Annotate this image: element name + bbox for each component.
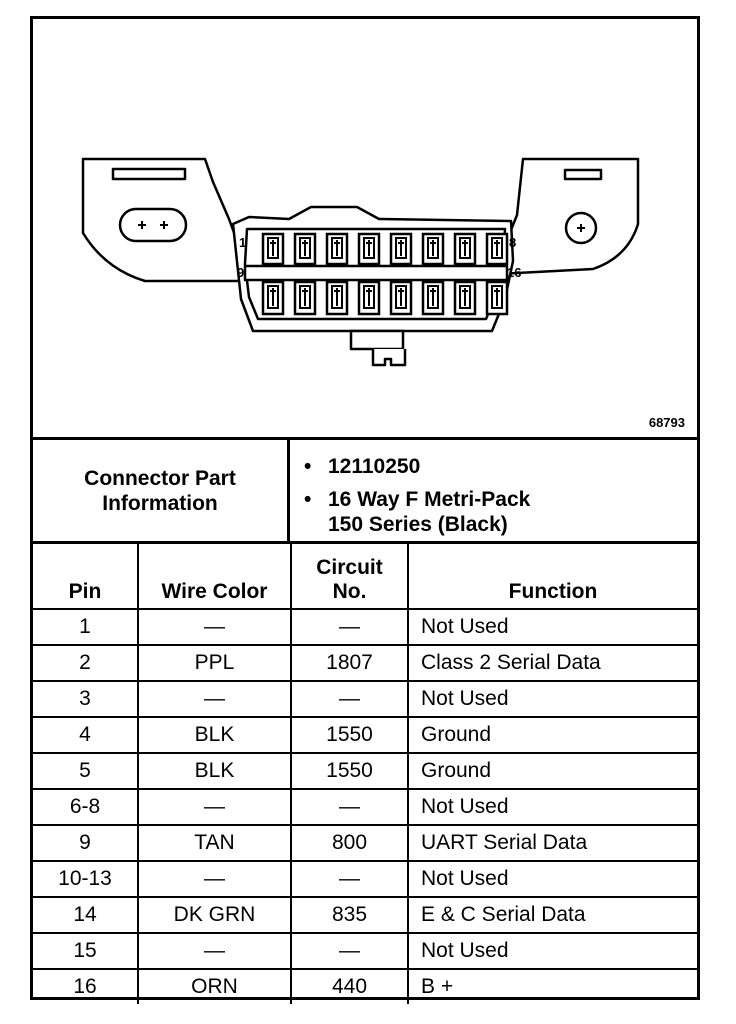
description-line1: 16 Way F Metri-Pack: [328, 488, 531, 511]
connector-part-header: [33, 437, 697, 541]
pin-cavity: [263, 234, 283, 264]
bullet-icon: •: [304, 455, 312, 478]
cell-circuit: 1807: [291, 645, 408, 681]
connector-part-label-line2: Information: [102, 491, 218, 515]
cell-circuit: 835: [291, 897, 408, 933]
pin-cavity: [423, 234, 443, 264]
table-row: [33, 609, 697, 645]
pin-cavity: [359, 234, 379, 264]
cell-pin: 1: [33, 609, 138, 645]
cell-function: Not Used: [408, 861, 697, 897]
description-item: [304, 487, 697, 537]
right-ear-tab: [565, 170, 601, 179]
pin-table-header: [33, 543, 697, 610]
table-row: [33, 933, 697, 969]
pin-label-1: 1: [239, 235, 247, 250]
cell-function: Not Used: [408, 933, 697, 969]
cell-pin: 2: [33, 645, 138, 681]
left-ear-slot: [120, 209, 186, 241]
pin-label-9: 9: [237, 265, 245, 280]
cell-circuit: 800: [291, 825, 408, 861]
cell-wire-color: DK GRN: [138, 897, 291, 933]
cell-circuit: —: [291, 933, 408, 969]
table-row: [33, 753, 697, 789]
cell-pin: 10-13: [33, 861, 138, 897]
pin-cavity: [391, 282, 411, 314]
header-pin: Pin: [33, 543, 138, 610]
connector-diagram: [33, 19, 697, 437]
pin-label-16: 16: [507, 265, 522, 280]
cell-wire-color: —: [138, 789, 291, 825]
cell-function: Class 2 Serial Data: [408, 645, 697, 681]
cell-circuit: 1550: [291, 717, 408, 753]
connector-drawing: [33, 19, 697, 437]
cell-circuit: —: [291, 609, 408, 645]
cell-function: B +: [408, 969, 697, 1004]
pin-cavity: [263, 282, 283, 314]
pin-label-8: 8: [509, 235, 517, 250]
pin-cavity: [327, 234, 347, 264]
cell-circuit: —: [291, 861, 408, 897]
pin-cavity: [455, 234, 475, 264]
pin-cavity: [295, 234, 315, 264]
part-number: 12110250: [328, 455, 421, 478]
pin-cavity: [455, 282, 475, 314]
cell-pin: 15: [33, 933, 138, 969]
latch-lug: [373, 349, 405, 365]
cell-wire-color: BLK: [138, 717, 291, 753]
figure-number: 68793: [648, 415, 685, 430]
pin-divider-bar: [245, 266, 507, 280]
pin-cavity: [391, 234, 411, 264]
cell-wire-color: BLK: [138, 753, 291, 789]
cell-wire-color: TAN: [138, 825, 291, 861]
table-row: [33, 789, 697, 825]
cell-function: Ground: [408, 753, 697, 789]
cell-wire-color: ORN: [138, 969, 291, 1004]
cell-circuit: 440: [291, 969, 408, 1004]
cell-circuit: —: [291, 789, 408, 825]
cell-wire-color: —: [138, 861, 291, 897]
pin-cavity: [359, 282, 379, 314]
cell-function: E & C Serial Data: [408, 897, 697, 933]
cell-pin: 3: [33, 681, 138, 717]
cell-pin: 4: [33, 717, 138, 753]
connector-latch: [351, 331, 403, 349]
cell-circuit: 1550: [291, 753, 408, 789]
header-circuit-line1: Circuit: [316, 556, 383, 579]
cell-pin: 14: [33, 897, 138, 933]
pin-cavity: [327, 282, 347, 314]
cell-function: Not Used: [408, 789, 697, 825]
connector-part-label-line1: Connector Part: [84, 466, 236, 490]
pin-cavity: [487, 282, 507, 314]
cell-function: UART Serial Data: [408, 825, 697, 861]
table-row: [33, 681, 697, 717]
cell-wire-color: —: [138, 609, 291, 645]
bullet-icon: •: [304, 488, 312, 511]
cell-function: Ground: [408, 717, 697, 753]
cell-wire-color: —: [138, 933, 291, 969]
part-number-item: [304, 454, 697, 479]
table-row: [33, 825, 697, 861]
cell-function: Not Used: [408, 609, 697, 645]
connector-part-details: [290, 440, 697, 541]
description-line2: 150 Series (Black): [328, 513, 508, 536]
pin-cavity: [487, 234, 507, 264]
connector-sheet: [30, 16, 700, 1000]
pin-cavity: [423, 282, 443, 314]
header-wire-color: Wire Color: [138, 543, 291, 610]
connector-part-label: [33, 440, 290, 541]
header-circuit-line2: No.: [332, 580, 367, 603]
cell-wire-color: PPL: [138, 645, 291, 681]
cell-circuit: —: [291, 681, 408, 717]
table-row: [33, 897, 697, 933]
cell-pin: 9: [33, 825, 138, 861]
cell-pin: 16: [33, 969, 138, 1004]
header-function: Function: [408, 543, 697, 610]
cell-function: Not Used: [408, 681, 697, 717]
cell-wire-color: —: [138, 681, 291, 717]
table-row: [33, 861, 697, 897]
pin-cavity: [295, 282, 315, 314]
cell-pin: 6-8: [33, 789, 138, 825]
left-ear-tab: [113, 169, 185, 179]
table-row: [33, 969, 697, 1004]
table-row: [33, 645, 697, 681]
table-row: [33, 717, 697, 753]
pin-table: [33, 541, 697, 1004]
cell-pin: 5: [33, 753, 138, 789]
header-circuit: [291, 543, 408, 610]
